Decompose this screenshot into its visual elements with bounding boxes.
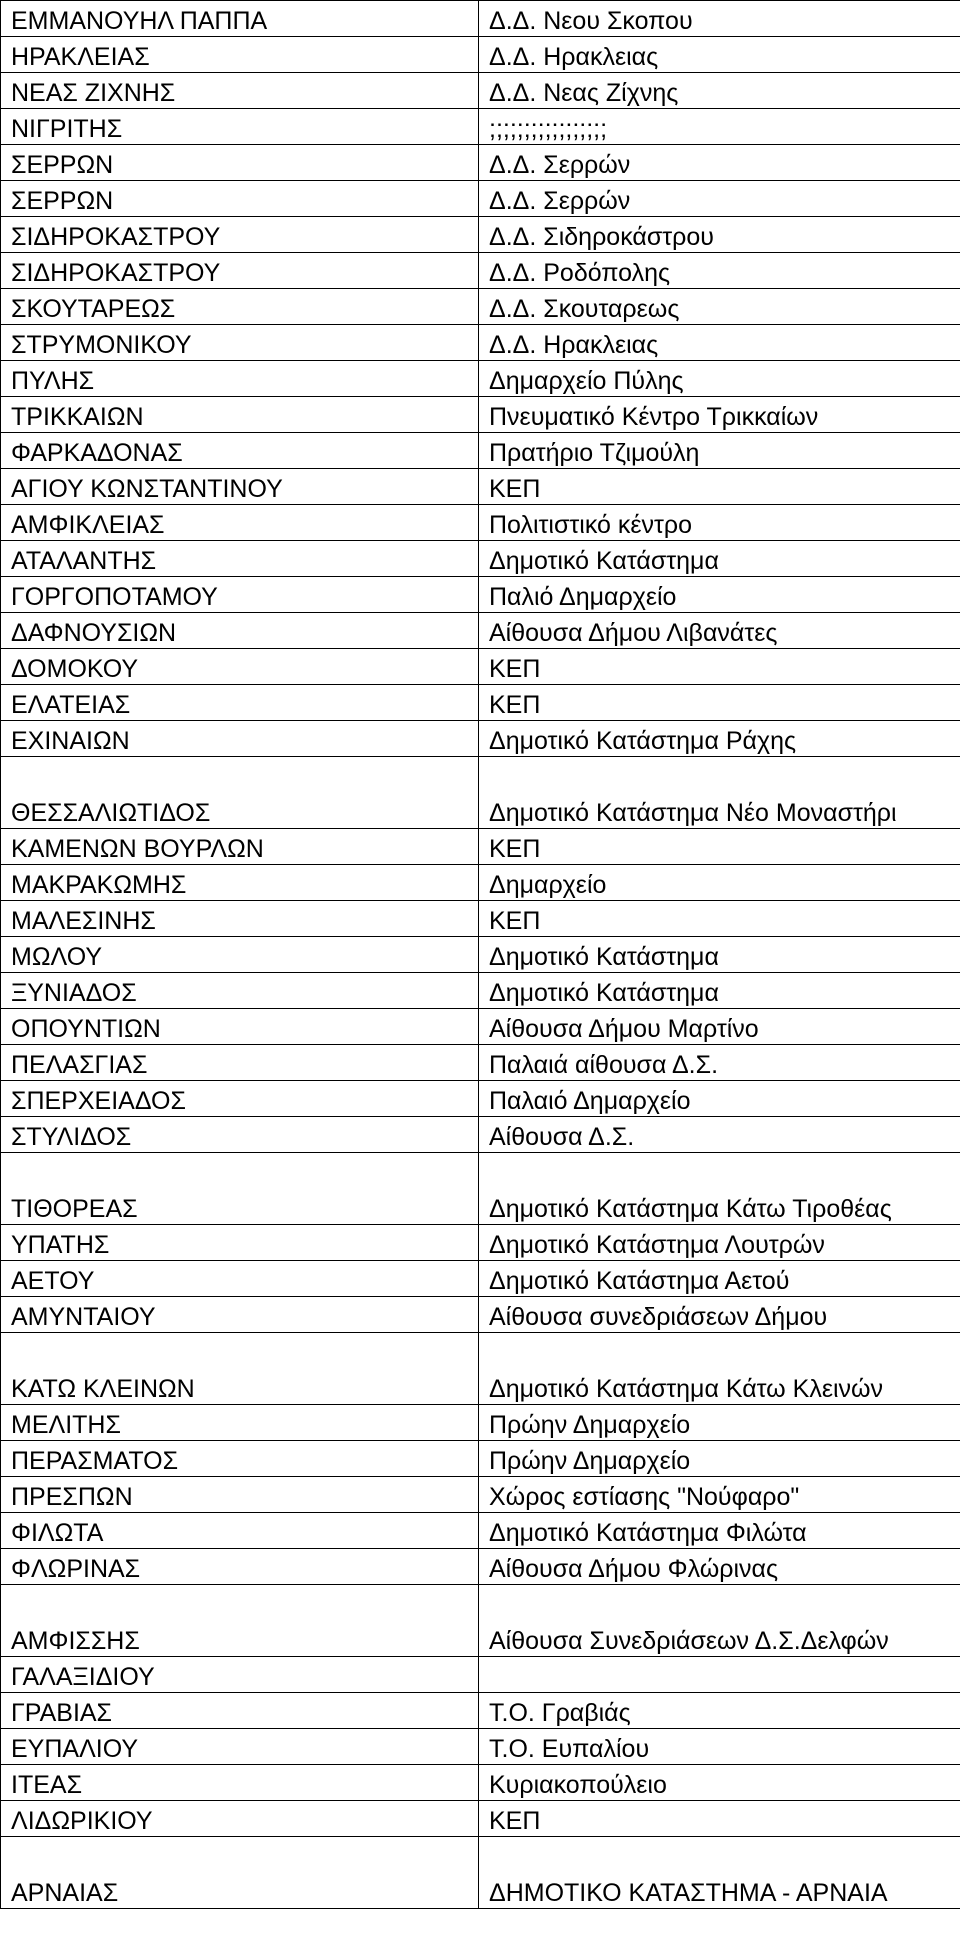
table-row bbox=[1, 1477, 960, 1513]
area-cell: ΕΥΠΑΛΙΟΥ bbox=[1, 1729, 479, 1765]
venue-cell: Δημοτικό Κατάστημα Φιλώτα bbox=[479, 1513, 960, 1549]
area-cell: ΔΑΦΝΟΥΣΙΩΝ bbox=[1, 613, 479, 649]
area-cell: ΣΙΔΗΡΟΚΑΣΤΡΟΥ bbox=[1, 253, 479, 289]
table-row bbox=[1, 1081, 960, 1117]
table-row bbox=[1, 505, 960, 541]
table-row bbox=[1, 1693, 960, 1729]
area-cell: ΜΕΛΙΤΗΣ bbox=[1, 1405, 479, 1441]
table-row bbox=[1, 577, 960, 613]
table-row bbox=[1, 1729, 960, 1765]
venue-cell: ΚΕΠ bbox=[479, 685, 960, 721]
table-row bbox=[1, 685, 960, 721]
table-row bbox=[1, 1117, 960, 1153]
table-row bbox=[1, 1153, 960, 1225]
venue-cell: Δημοτικό Κατάστημα Λουτρών bbox=[479, 1225, 960, 1261]
table-row bbox=[1, 361, 960, 397]
table-row bbox=[1, 937, 960, 973]
table-row bbox=[1, 1657, 960, 1693]
area-cell: ΚΑΜΕΝΩΝ ΒΟΥΡΛΩΝ bbox=[1, 829, 479, 865]
area-cell: ΚΑΤΩ ΚΛΕΙΝΩΝ bbox=[1, 1333, 479, 1405]
table-row bbox=[1, 541, 960, 577]
venue-cell: Πολιτιστικό κέντρο bbox=[479, 505, 960, 541]
table-row bbox=[1, 469, 960, 505]
venue-cell: Πρώην Δημαρχείο bbox=[479, 1405, 960, 1441]
area-cell: ΔΟΜΟΚΟΥ bbox=[1, 649, 479, 685]
venue-cell: Δημοτικό Κατάστημα Νέο Μοναστήρι bbox=[479, 757, 960, 829]
area-cell: ΑΡΝΑΙΑΣ bbox=[1, 1837, 479, 1909]
area-cell: ΓΡΑΒΙΑΣ bbox=[1, 1693, 479, 1729]
venue-cell: Δ.Δ. Ηρακλειας bbox=[479, 37, 960, 73]
table-row bbox=[1, 901, 960, 937]
area-cell: ΣΕΡΡΩΝ bbox=[1, 181, 479, 217]
area-cell: ΤΡΙΚΚΑΙΩΝ bbox=[1, 397, 479, 433]
venue-cell: ΚΕΠ bbox=[479, 829, 960, 865]
table-row bbox=[1, 145, 960, 181]
area-cell: ΜΩΛΟΥ bbox=[1, 937, 479, 973]
table-row bbox=[1, 37, 960, 73]
venue-cell: ΚΕΠ bbox=[479, 649, 960, 685]
table-row bbox=[1, 73, 960, 109]
venue-cell: Δ.Δ. Ροδόπολης bbox=[479, 253, 960, 289]
area-cell: ΓΑΛΑΞΙΔΙΟΥ bbox=[1, 1657, 479, 1693]
venue-cell: Παλαιό Δημαρχείο bbox=[479, 1081, 960, 1117]
table-row bbox=[1, 181, 960, 217]
table-row bbox=[1, 1405, 960, 1441]
venue-cell: Αίθουσα Δ.Σ. bbox=[479, 1117, 960, 1153]
venue-cell: Αίθουσα Δήμου Μαρτίνο bbox=[479, 1009, 960, 1045]
area-cell: ΣΤΡΥΜΟΝΙΚΟΥ bbox=[1, 325, 479, 361]
table-row bbox=[1, 865, 960, 901]
area-cell: ΕΛΑΤΕΙΑΣ bbox=[1, 685, 479, 721]
venue-cell: Δ.Δ. Σκουταρεως bbox=[479, 289, 960, 325]
area-cell: ΑΤΑΛΑΝΤΗΣ bbox=[1, 541, 479, 577]
area-cell: ΓΟΡΓΟΠΟΤΑΜΟΥ bbox=[1, 577, 479, 613]
area-cell: ΠΥΛΗΣ bbox=[1, 361, 479, 397]
venue-cell: Αίθουσα Δήμου Λιβανάτες bbox=[479, 613, 960, 649]
table-row bbox=[1, 1297, 960, 1333]
table-row bbox=[1, 1513, 960, 1549]
venue-cell: Δ.Δ. Ηρακλειας bbox=[479, 325, 960, 361]
area-cell: ΙΤΕΑΣ bbox=[1, 1765, 479, 1801]
area-cell: ΛΙΔΩΡΙΚΙΟΥ bbox=[1, 1801, 479, 1837]
venue-cell: Δ.Δ. Νεας Ζίχνης bbox=[479, 73, 960, 109]
area-cell: ΦΑΡΚΑΔΟΝΑΣ bbox=[1, 433, 479, 469]
venue-cell: Πνευματικό Κέντρο Τρικκαίων bbox=[479, 397, 960, 433]
table-row bbox=[1, 1, 960, 37]
table-row bbox=[1, 397, 960, 433]
area-cell: ΑΜΦΙΚΛΕΙΑΣ bbox=[1, 505, 479, 541]
area-cell: ΣΙΔΗΡΟΚΑΣΤΡΟΥ bbox=[1, 217, 479, 253]
venue-cell: Αίθουσα Συνεδριάσεων Δ.Σ.Δελφών bbox=[479, 1585, 960, 1657]
venue-cell: Δ.Δ. Σιδηροκάστρου bbox=[479, 217, 960, 253]
venue-cell: Χώρος εστίασης "Νούφαρο" bbox=[479, 1477, 960, 1513]
area-cell: ΠΡΕΣΠΩΝ bbox=[1, 1477, 479, 1513]
venue-cell: Κυριακοπούλειο bbox=[479, 1765, 960, 1801]
venue-cell: Πρώην Δημαρχείο bbox=[479, 1441, 960, 1477]
table-row bbox=[1, 1837, 960, 1909]
table-row bbox=[1, 1225, 960, 1261]
table-row bbox=[1, 829, 960, 865]
area-cell: ΜΑΛΕΣΙΝΗΣ bbox=[1, 901, 479, 937]
area-cell: ΞΥΝΙΑΔΟΣ bbox=[1, 973, 479, 1009]
venue-cell: Αίθουσα Δήμου Φλώρινας bbox=[479, 1549, 960, 1585]
venue-cell: ;;;;;;;;;;;;;;;;; bbox=[479, 109, 960, 145]
table-row bbox=[1, 433, 960, 469]
table-row bbox=[1, 1549, 960, 1585]
venue-cell: ΚΕΠ bbox=[479, 469, 960, 505]
table-row bbox=[1, 1333, 960, 1405]
table-row bbox=[1, 1801, 960, 1837]
venue-cell: Δημοτικό Κατάστημα bbox=[479, 937, 960, 973]
venue-cell: Δ.Δ. Σερρών bbox=[479, 145, 960, 181]
area-cell: ΦΛΩΡΙΝΑΣ bbox=[1, 1549, 479, 1585]
table-row bbox=[1, 613, 960, 649]
area-cell: ΠΕΡΑΣΜΑΤΟΣ bbox=[1, 1441, 479, 1477]
table-row bbox=[1, 217, 960, 253]
area-cell: ΑΕΤΟΥ bbox=[1, 1261, 479, 1297]
venue-cell: Δ.Δ. Σερρών bbox=[479, 181, 960, 217]
venue-cell: Παλαιά αίθουσα Δ.Σ. bbox=[479, 1045, 960, 1081]
table-row bbox=[1, 721, 960, 757]
table-row bbox=[1, 1765, 960, 1801]
area-cell: ΣΚΟΥΤΑΡΕΩΣ bbox=[1, 289, 479, 325]
table-row bbox=[1, 973, 960, 1009]
area-cell: ΑΜΦΙΣΣΗΣ bbox=[1, 1585, 479, 1657]
venue-cell: ΚΕΠ bbox=[479, 1801, 960, 1837]
table-row bbox=[1, 253, 960, 289]
venue-cell: Τ.Ο. Γραβιάς bbox=[479, 1693, 960, 1729]
area-cell: ΠΕΛΑΣΓΙΑΣ bbox=[1, 1045, 479, 1081]
area-cell: ΘΕΣΣΑΛΙΩΤΙΔΟΣ bbox=[1, 757, 479, 829]
venue-cell: Δημοτικό Κατάστημα Ράχης bbox=[479, 721, 960, 757]
table-row bbox=[1, 289, 960, 325]
table-row bbox=[1, 109, 960, 145]
venue-cell: Δημοτικό Κατάστημα Αετού bbox=[479, 1261, 960, 1297]
table-row bbox=[1, 1045, 960, 1081]
area-cell: ΝΕΑΣ ΖΙΧΝΗΣ bbox=[1, 73, 479, 109]
area-cell: ΥΠΑΤΗΣ bbox=[1, 1225, 479, 1261]
venue-cell: Δημοτικό Κατάστημα Κάτω Κλεινών bbox=[479, 1333, 960, 1405]
table-body bbox=[1, 1, 960, 1909]
venue-cell bbox=[479, 1657, 960, 1693]
table-row bbox=[1, 325, 960, 361]
table-row bbox=[1, 1261, 960, 1297]
venue-cell: Δ.Δ. Νεου Σκοπου bbox=[479, 1, 960, 37]
area-cell: ΣΕΡΡΩΝ bbox=[1, 145, 479, 181]
table-row bbox=[1, 1009, 960, 1045]
area-cell: ΝΙΓΡΙΤΗΣ bbox=[1, 109, 479, 145]
venue-cell: Παλιό Δημαρχείο bbox=[479, 577, 960, 613]
area-cell: ΣΠΕΡΧΕΙΑΔΟΣ bbox=[1, 1081, 479, 1117]
area-cell: ΦΙΛΩΤΑ bbox=[1, 1513, 479, 1549]
area-cell: ΕΜΜΑΝΟΥΗΛ ΠΑΠΠΑ bbox=[1, 1, 479, 37]
area-cell: ΜΑΚΡΑΚΩΜΗΣ bbox=[1, 865, 479, 901]
table-row bbox=[1, 757, 960, 829]
venue-cell: ΚΕΠ bbox=[479, 901, 960, 937]
area-cell: ΟΠΟΥΝΤΙΩΝ bbox=[1, 1009, 479, 1045]
venue-cell: Δημοτικό Κατάστημα Κάτω Τιροθέας bbox=[479, 1153, 960, 1225]
area-cell: ΑΓΙΟΥ ΚΩΝΣΤΑΝΤΙΝΟΥ bbox=[1, 469, 479, 505]
table-row bbox=[1, 1441, 960, 1477]
table-row bbox=[1, 1585, 960, 1657]
venue-cell: Δημαρχείο bbox=[479, 865, 960, 901]
venue-cell: Δημοτικό Κατάστημα bbox=[479, 973, 960, 1009]
area-cell: ΗΡΑΚΛΕΙΑΣ bbox=[1, 37, 479, 73]
table-row bbox=[1, 649, 960, 685]
venue-cell: Τ.Ο. Ευπαλίου bbox=[479, 1729, 960, 1765]
venue-cell: Πρατήριο Τζιμούλη bbox=[479, 433, 960, 469]
venue-cell: Αίθουσα συνεδριάσεων Δήμου bbox=[479, 1297, 960, 1333]
area-cell: ΤΙΘΟΡΕΑΣ bbox=[1, 1153, 479, 1225]
venue-cell: Δημαρχείο Πύλης bbox=[479, 361, 960, 397]
area-cell: ΣΤΥΛΙΔΟΣ bbox=[1, 1117, 479, 1153]
area-cell: ΑΜΥΝΤΑΙΟΥ bbox=[1, 1297, 479, 1333]
venue-cell: Δημοτικό Κατάστημα bbox=[479, 541, 960, 577]
area-cell: ΕΧΙΝΑΙΩΝ bbox=[1, 721, 479, 757]
venue-cell: ΔΗΜΟΤΙΚΟ ΚΑΤΑΣΤΗΜΑ - ΑΡΝΑΙΑ bbox=[479, 1837, 960, 1909]
